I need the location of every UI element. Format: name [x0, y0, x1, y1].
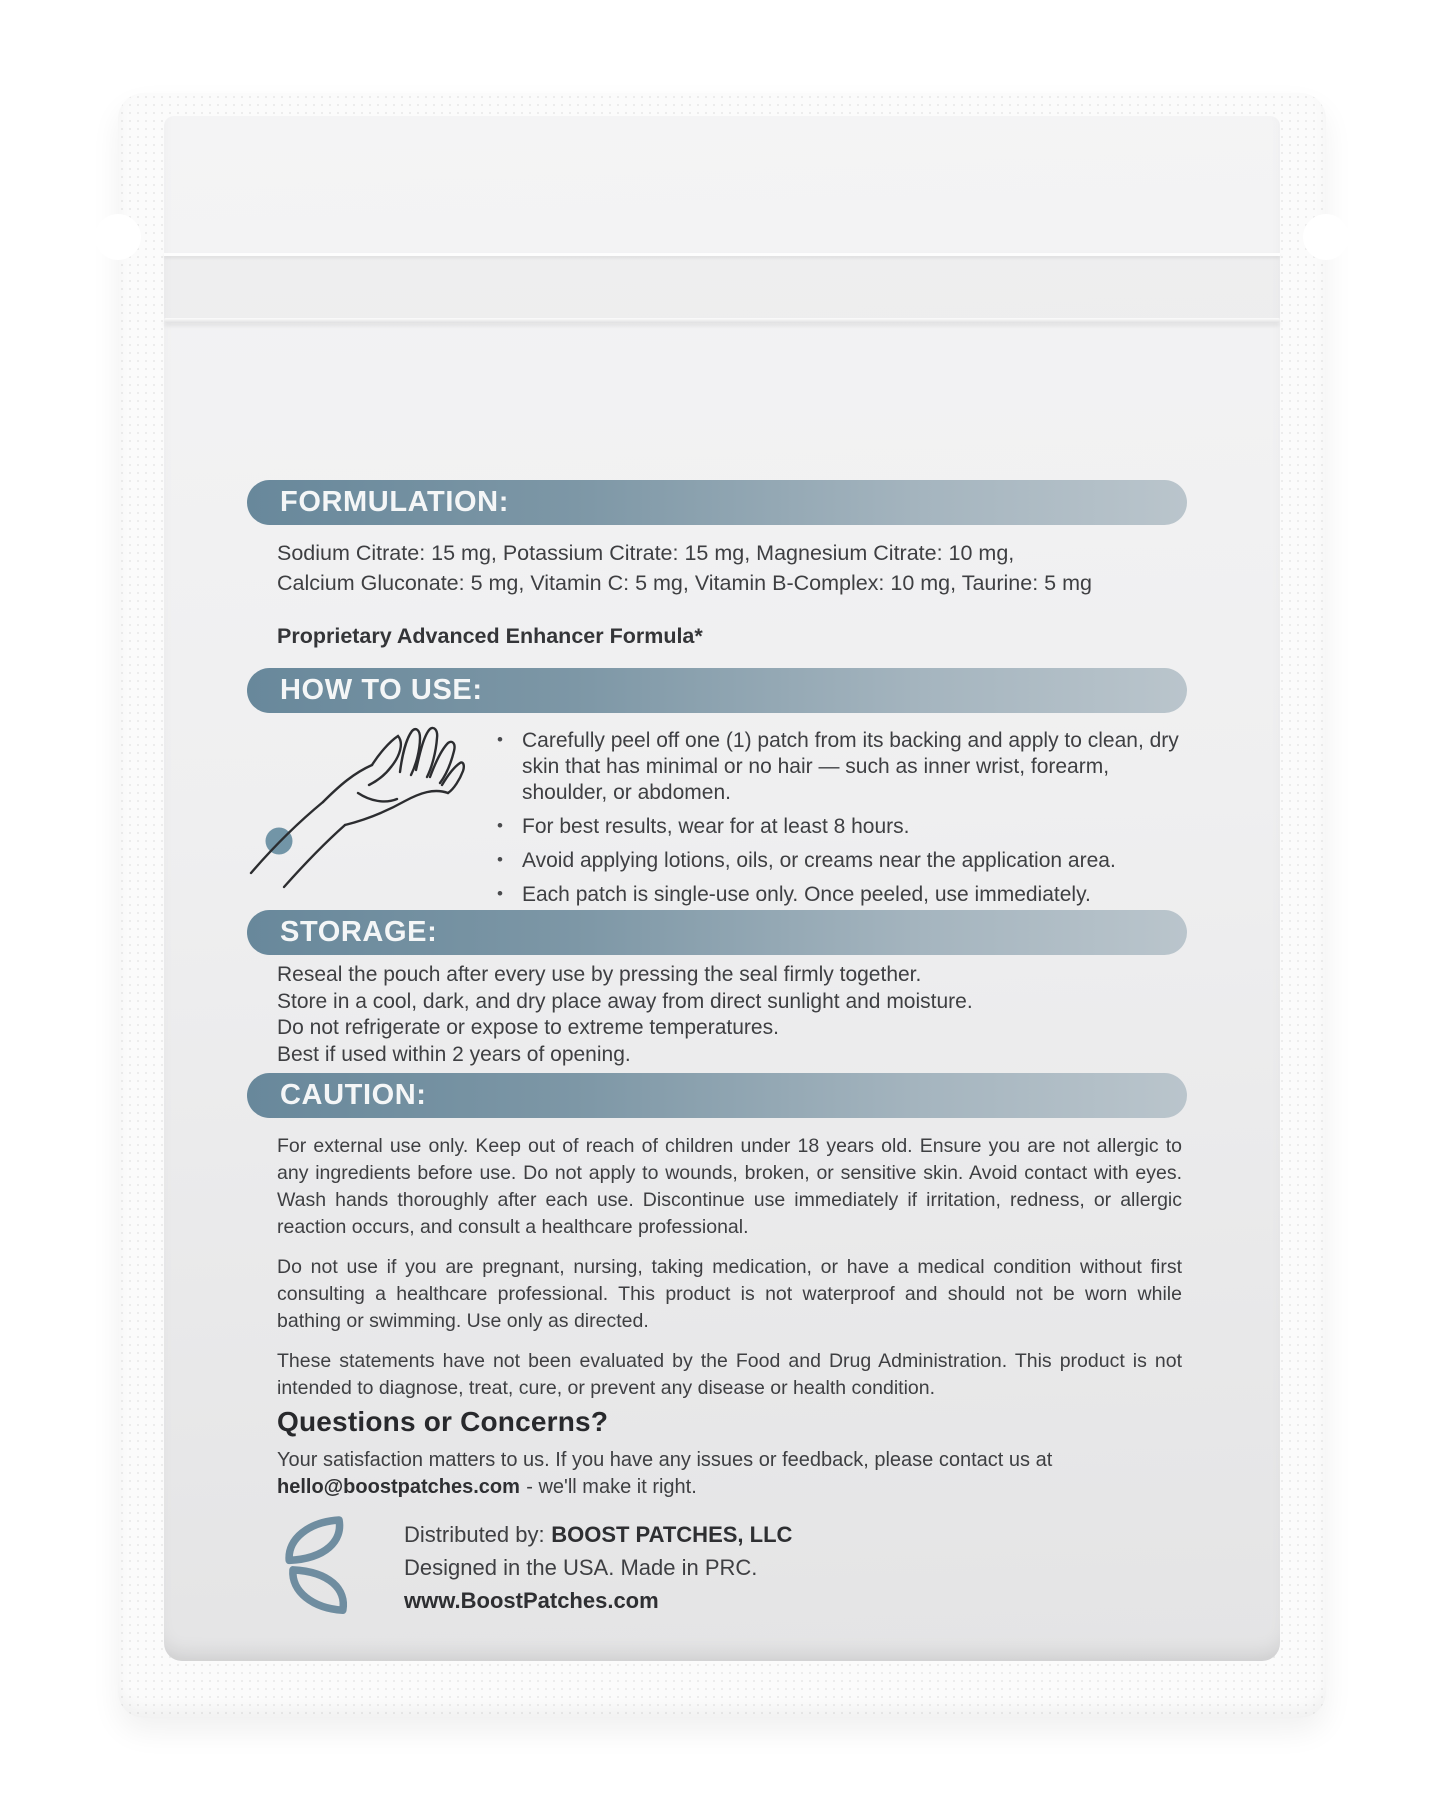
storage-line: Reseal the pouch after every use by pressing the seal firmly together.	[277, 963, 922, 986]
storage-line: Best if used within 2 years of opening.	[277, 1042, 631, 1066]
section-header-how-to-use-label: HOW TO USE:	[280, 674, 483, 706]
section-header-formulation	[247, 480, 1187, 525]
distributed-by-line	[404, 1518, 792, 1551]
how-to-use-item-text: Avoid applying lotions, oils, or creams near the application area.	[522, 849, 1116, 872]
contact-body-after: - we'll make it right.	[526, 1476, 697, 1498]
contact-body	[277, 1447, 1182, 1501]
proprietary-formula-note: Proprietary Advanced Enhancer Formula*	[277, 624, 703, 648]
storage-line: Do not refrigerate or expose to extreme temperatures.	[277, 1016, 779, 1039]
how-to-use-item	[495, 728, 1190, 806]
ingredients-line-2: Calcium Gluconate: 5 mg, Vitamin C: 5 mg, Vitamin B-Complex: 10 mg, Taurine: 5 mg	[277, 571, 1092, 595]
how-to-use-item-text: For best results, wear for at least 8 hours.	[522, 815, 910, 838]
contact-section	[277, 1406, 1182, 1501]
storage-text	[277, 962, 1187, 1068]
ingredients-text	[277, 538, 1177, 598]
bullet-icon: •	[497, 816, 503, 835]
contact-email: hello@boostpatches.com	[277, 1476, 520, 1498]
distributed-by-label: Distributed by:	[404, 1522, 545, 1547]
section-header-how-to-use	[247, 668, 1187, 713]
caution-paragraph: For external use only. Keep out of reach of children under 18 years old. Ensure you are not allergic to any ingredients before use. Do not apply to wounds, broken, or sensitive skin. Avoid contact with eyes. Wash hands thoroughly after each use. Discontinue use immediately if irritation, redness, or allergic reaction occurs, and consult a healthcare professional.	[277, 1135, 1182, 1238]
bullet-icon: •	[497, 850, 503, 869]
company-name: BOOST PATCHES, LLC	[551, 1522, 793, 1547]
how-to-use-list	[495, 728, 1190, 916]
section-header-formulation-label: FORMULATION:	[280, 486, 509, 518]
boost-patches-logo-icon	[277, 1516, 371, 1618]
section-header-storage-label: STORAGE:	[280, 916, 438, 948]
how-to-use-item-text: Each patch is single-use only. Once peeled, use immediately.	[522, 883, 1091, 906]
section-header-caution-label: CAUTION:	[280, 1079, 427, 1111]
hand-with-patch-icon	[248, 722, 466, 890]
origin-line: Designed in the USA. Made in PRC.	[404, 1555, 758, 1580]
section-header-storage	[247, 910, 1187, 955]
caution-text	[277, 1133, 1182, 1415]
contact-heading: Questions or Concerns?	[277, 1406, 609, 1437]
bullet-icon: •	[497, 884, 503, 903]
caution-paragraph: Do not use if you are pregnant, nursing, taking medication, or have a medical condition without first consulting a healthcare professional. This product is not waterproof and should not be worn while bathing or swimming. Use only as directed.	[277, 1256, 1182, 1332]
caution-paragraph: These statements have not been evaluated by the Food and Drug Administration. This product is not intended to diagnose, treat, cure, or prevent any disease or health condition.	[277, 1350, 1182, 1399]
how-to-use-item	[495, 882, 1190, 908]
contact-body-before: Your satisfaction matters to us. If you have any issues or feedback, please contact us at	[277, 1449, 1053, 1471]
distributor-footer	[277, 1516, 1077, 1618]
bullet-icon: •	[497, 730, 503, 749]
distributor-text	[404, 1516, 792, 1617]
section-header-caution	[247, 1073, 1187, 1118]
how-to-use-item-text: Carefully peel off one (1) patch from its backing and apply to clean, dry skin that has minimal or no hair — such as inner wrist, forearm, shoulder, or abdomen.	[522, 729, 1179, 804]
website-url: www.BoostPatches.com	[404, 1588, 659, 1613]
how-to-use-item	[495, 848, 1190, 874]
how-to-use-item	[495, 814, 1190, 840]
storage-line: Store in a cool, dark, and dry place away from direct sunlight and moisture.	[277, 989, 973, 1013]
ingredients-line-1: Sodium Citrate: 15 mg, Potassium Citrate: 15 mg, Magnesium Citrate: 10 mg,	[277, 541, 1015, 565]
